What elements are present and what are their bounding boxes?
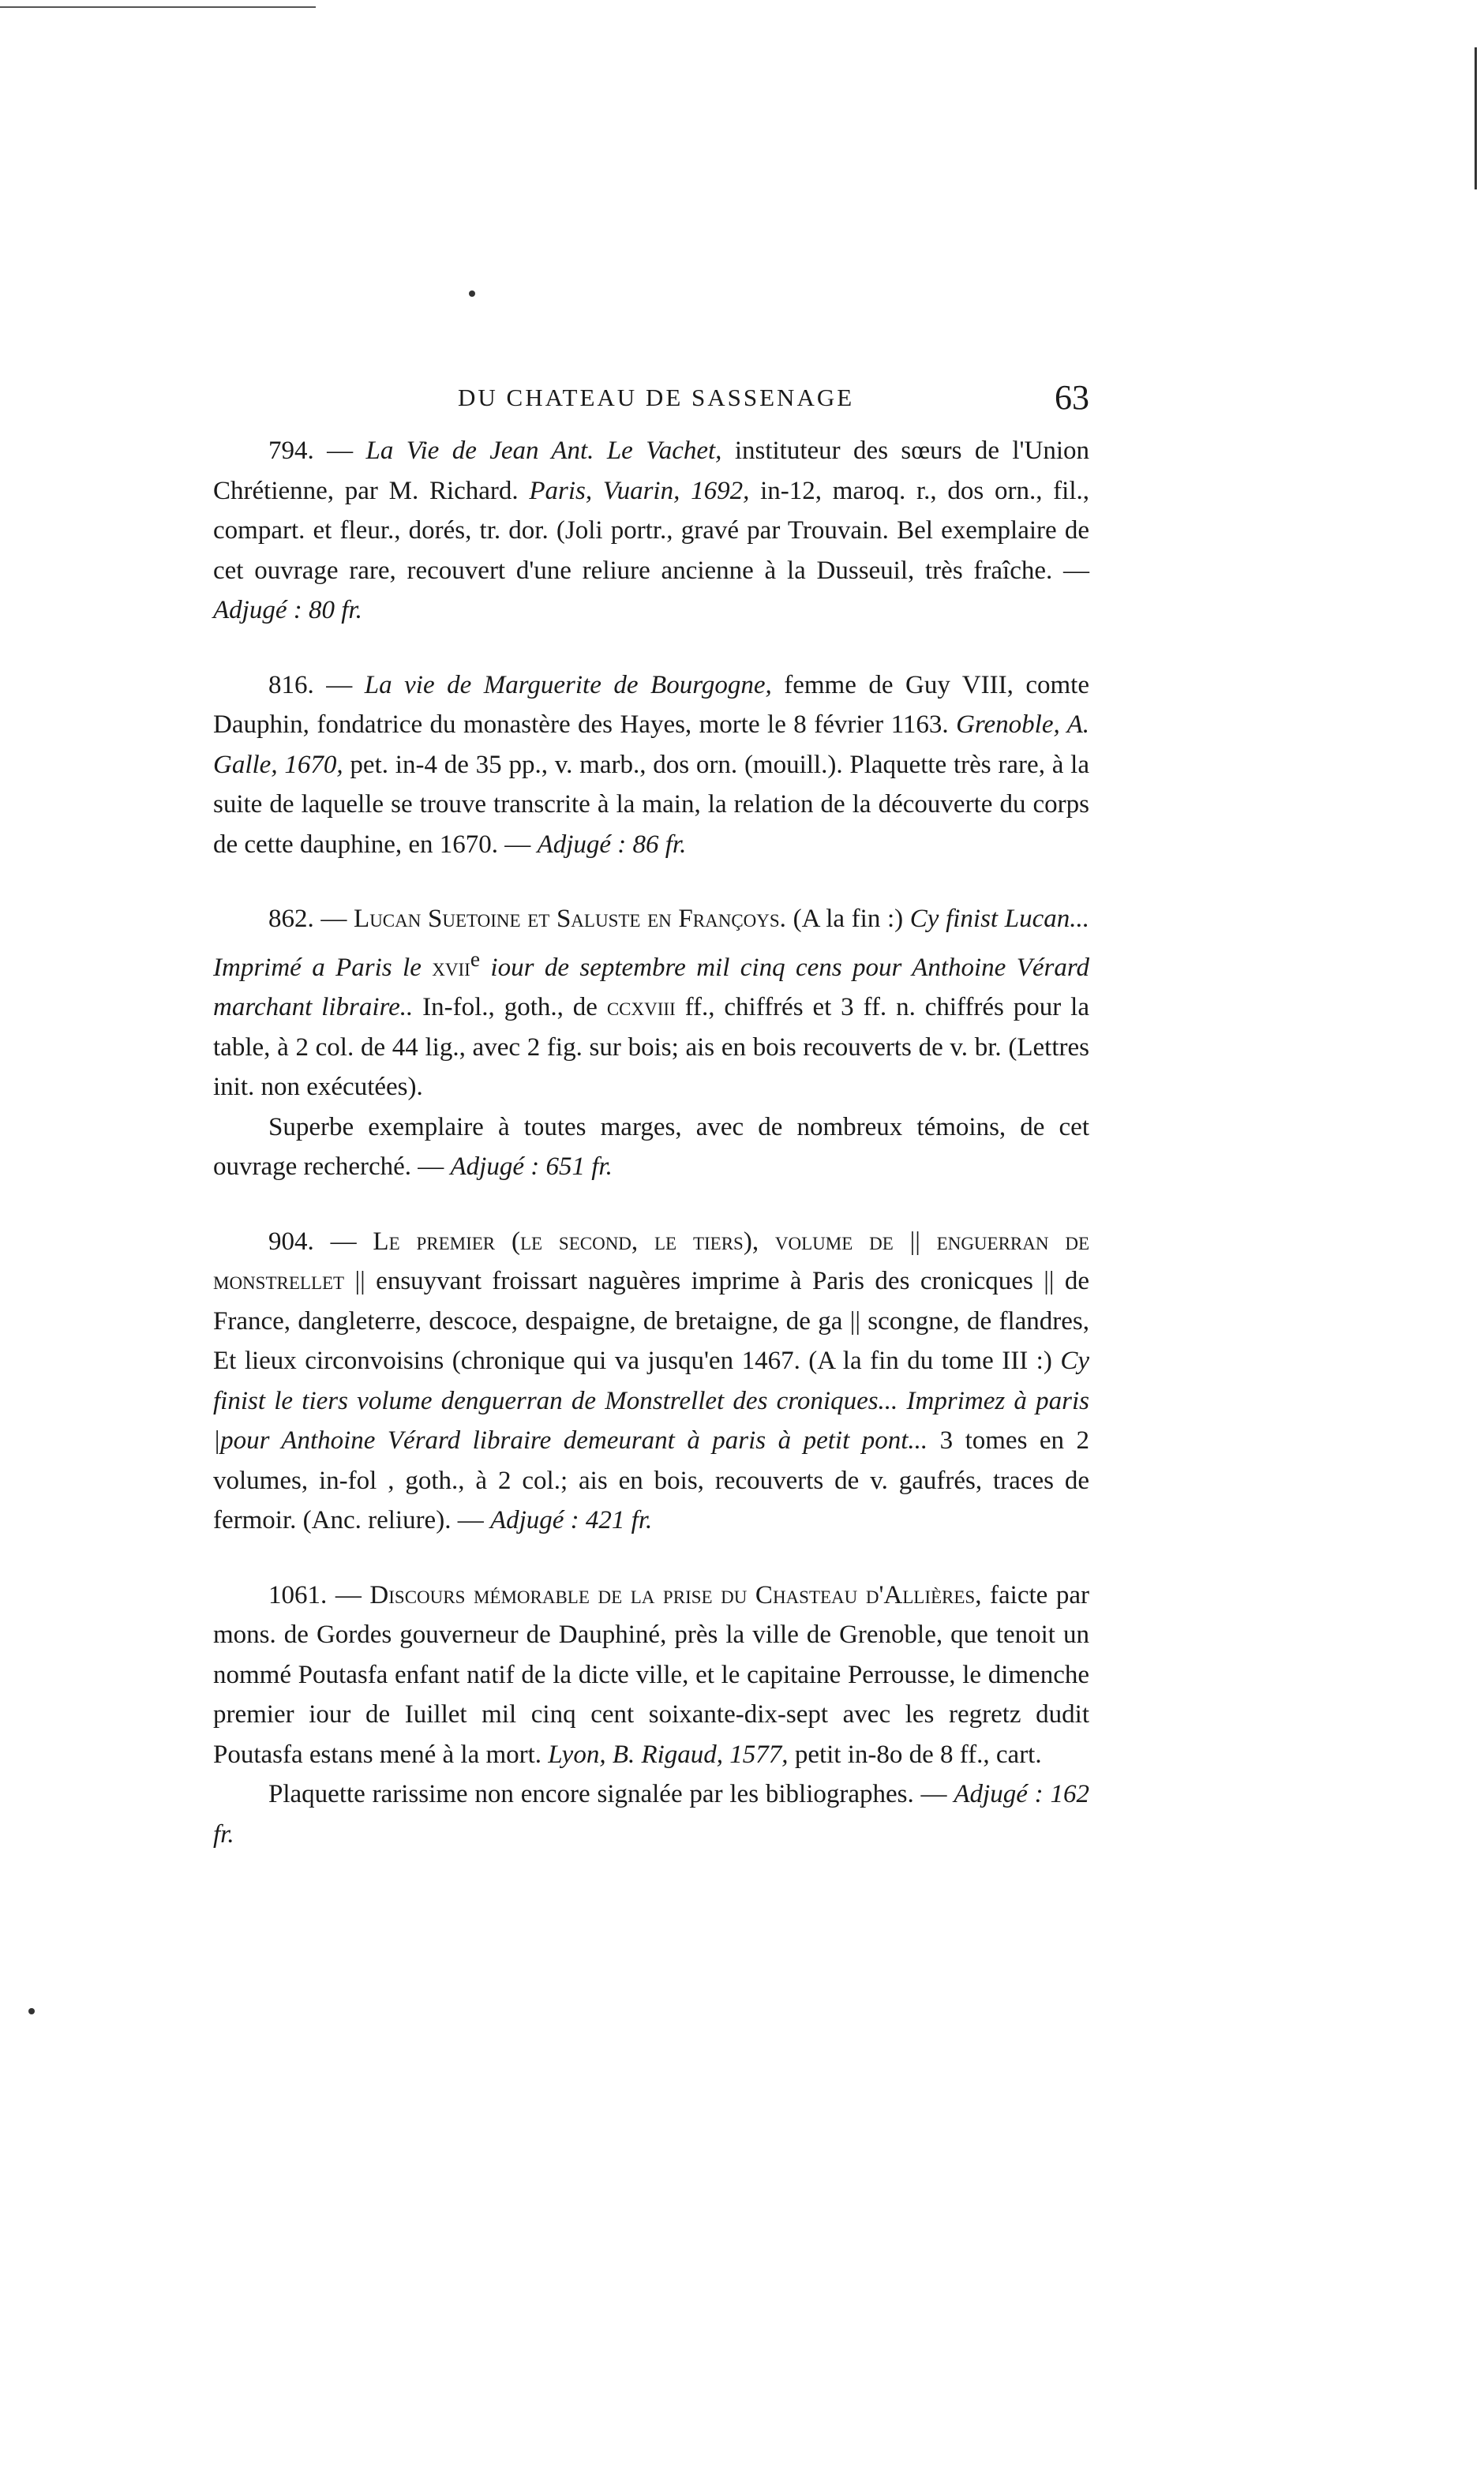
entry-paragraph: 816. — La vie de Marguerite de Bourgogne, femme de Guy VIII, comte Dauphin, fondatrice du monastère des Hayes, morte le 8 février 1163. Grenoble, A. Galle, 1670, pet. in-4 de 35 pp., v. marb., dos orn. (mouill.). Plaquette très rare, à la suite de laquelle se trouve transcrite à la main, la relation de la découverte du corps de cette dauphine, en 1670. — Adjugé : 86 fr. bbox=[213, 670, 1089, 859]
entry-paragraph: 862. — Lucan Suetoine et Saluste en Françoys. (A la fin :) Cy finist Lucan... Imprimé a Paris le xvii$^e$ iour de septembre mil cinq cens pour Anthoine Vérard marchant libraire.. In-fol., goth., de ccxviii ff., chiffrés et 3 ff. n. chiffrés pour la table, à 2 col. de 44 lig., avec 2 fig. sur bois; ais en bois recouverts de v. br. (Lettres init. non exécutées). bbox=[213, 905, 1089, 1101]
entry-paragraph: 904. — Le premier (le second, le tiers), volume de || enguerran de monstrellet || ensuyvant froissart naguères imprime à Paris des cronicques || de France, dangleterre, descoce, despaigne, de bretaigne, de ga || scongne, de flandres, Et lieux circonvoisins (chronique qui va jusqu'en 1467. (A la fin du tome III :) Cy finist le tiers volume denguerran de Monstrellet des croniques... Imprimez à paris |pour Anthoine Vérard libraire demeurant à paris à petit pont... 3 tomes en 2 volumes, in-fol , goth., à 2 col.; ais en bois, recouverts de v. gaufrés, traces de fermoir. (Anc. reliure). — Adjugé : 421 fr. bbox=[213, 1227, 1090, 1534]
entry-number: 794. bbox=[268, 437, 314, 465]
entry-paragraph: Plaquette rarissime non encore signalée par les bibliographes. — Adjugé : 162 fr. bbox=[213, 1780, 1089, 1849]
entry-price: Adjugé : 162 fr. bbox=[213, 1780, 1089, 1849]
entry-1061 bbox=[213, 1576, 1089, 1855]
entry-price: Adjugé : 651 fr. bbox=[450, 1152, 613, 1181]
entry-imprint: Grenoble, A. Galle, 1670, bbox=[213, 710, 1089, 779]
entry-imprint: Lyon, B. Rigaud, 1577, bbox=[548, 1740, 789, 1769]
entry-title: La Vie de Jean Ant. Le Vachet, bbox=[365, 437, 722, 465]
entry-title: Le premier (le second, le tiers), volume de || enguerran de monstrellet || bbox=[213, 1227, 1089, 1295]
entry-number: 862. bbox=[268, 905, 314, 933]
entry-862 bbox=[213, 899, 1089, 1187]
catalogue-entries bbox=[213, 431, 1089, 1889]
entry-number: 904. bbox=[268, 1227, 314, 1256]
entry-paragraph: 1061. — Discours mémorable de la prise du Chasteau d'Allières, faicte par mons. de Gordes gouverneur de Dauphiné, près la ville de Grenoble, que tenoit un nommé Poutasfa enfant natif de la dicte ville, et le capitaine Perrousse, le dimenche premier iour de Iuillet mil cinq cent soixante-dix-sept avec les regretz dudit Poutasfa estans mené à la mort. Lyon, B. Rigaud, 1577, petit in-8o de 8 ff., cart. bbox=[213, 1580, 1090, 1769]
entry-number: 816. bbox=[268, 670, 314, 699]
right-margin-rule bbox=[1475, 47, 1477, 189]
entry-price: Adjugé : 86 fr. bbox=[537, 830, 687, 859]
entry-price: Adjugé : 421 fr. bbox=[489, 1506, 653, 1534]
entry-colophon: Cy finist Lucan... Imprimé a Paris le bbox=[213, 905, 1089, 982]
entry-number: 1061. bbox=[268, 1580, 328, 1609]
entry-title: Discours mémorable de la prise du Chasteau d'Allières, bbox=[369, 1580, 982, 1609]
ink-speck bbox=[469, 290, 475, 297]
page-number: 63 bbox=[1055, 378, 1089, 417]
entry-816 bbox=[213, 665, 1089, 865]
entry-price: Adjugé : 80 fr. bbox=[213, 596, 362, 624]
entry-title: La vie de Marguerite de Bourgogne, bbox=[364, 670, 772, 699]
running-title: DU CHATEAU DE SASSENAGE bbox=[458, 384, 855, 411]
entry-904 bbox=[213, 1222, 1089, 1541]
entry-colophon: Cy finist le tiers volume denguerran de Monstrellet des croniques... Imprimez à paris |pour Anthoine Vérard libraire demeurant à paris à petit pont... bbox=[213, 1347, 1089, 1455]
entry-title: Lucan Suetoine et Saluste en Françoys. bbox=[354, 905, 786, 933]
ink-speck bbox=[28, 2008, 35, 2014]
entry-794 bbox=[213, 431, 1089, 631]
entry-paragraph: 794. — La Vie de Jean Ant. Le Vachet, instituteur des sœurs de l'Union Chrétienne, par M. Richard. Paris, Vuarin, 1692, in-12, maroq. r., dos orn., fil., compart. et fleur., dorés, tr. dor. (Joli portr., gravé par Trouvain. Bel exemplaire de cet ouvrage rare, recouvert d'une reliure ancienne à la Dusseuil, très fraîche. — Adjugé : 80 fr. bbox=[213, 437, 1090, 624]
page-header bbox=[458, 377, 1089, 425]
entry-imprint: Paris, Vuarin, 1692, bbox=[529, 476, 750, 505]
top-rule bbox=[0, 6, 316, 8]
entry-paragraph: Superbe exemplaire à toutes marges, avec de nombreux témoins, de cet ouvrage recherché. — Adjugé : 651 fr. bbox=[213, 1112, 1089, 1181]
